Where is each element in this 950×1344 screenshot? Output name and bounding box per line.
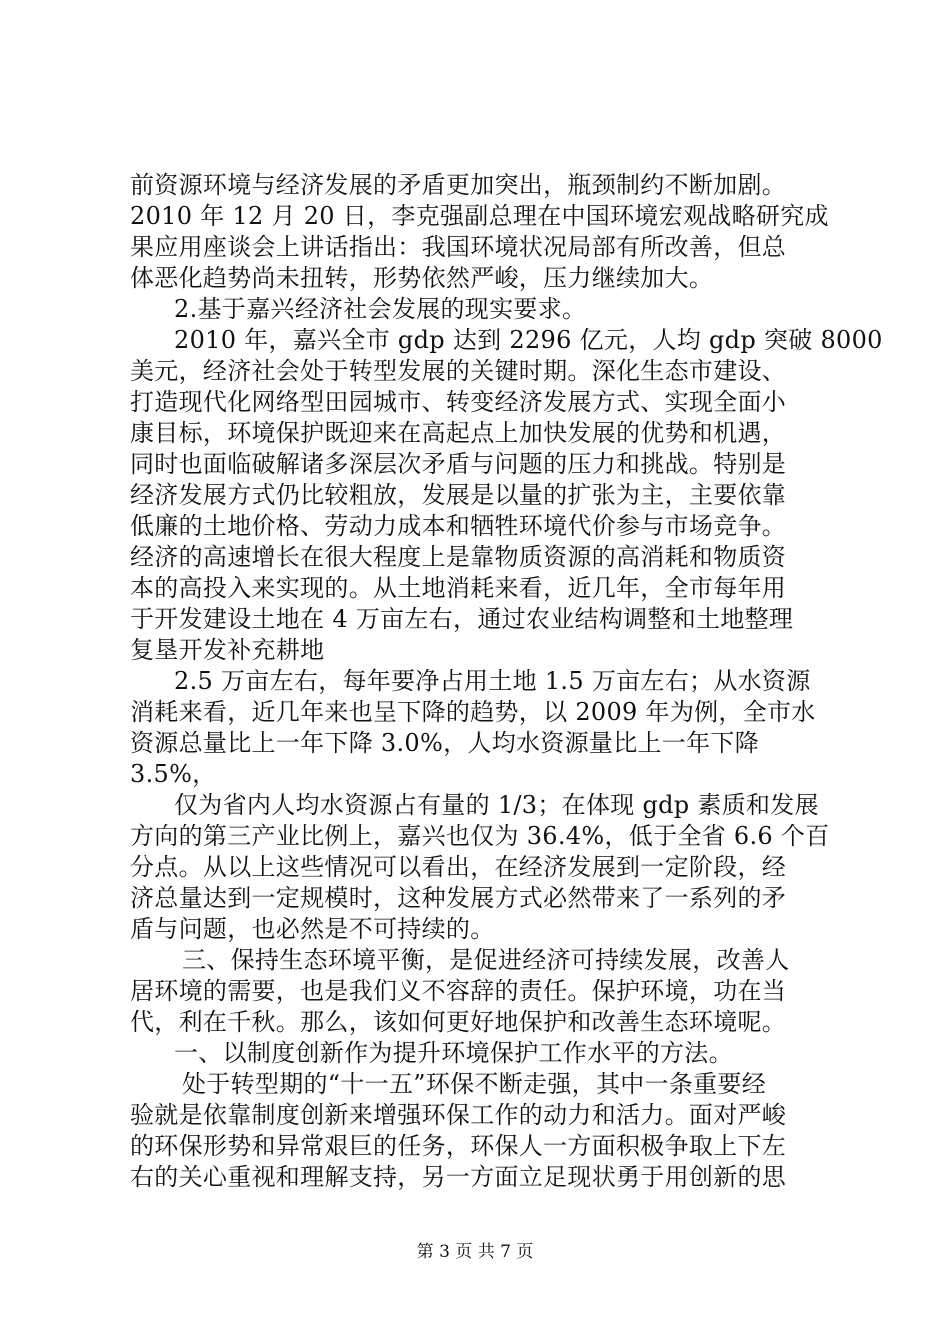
text-line: 前资源环境与经济发展的矛盾更加突出，瓶颈制约不断加剧。 xyxy=(130,171,787,199)
text-line: 果应用座谈会上讲话指出：我国环境状况局部有所改善，但总 xyxy=(130,233,787,261)
text-line: 的环保形势和异常艰巨的任务，环保人一方面积极争取上下左 xyxy=(130,1132,787,1160)
text-line: 三、保持生态环境平衡，是促进经济可持续发展，改善人 xyxy=(182,946,790,974)
text-line: 2010 年 12 月 20 日，李克强副总理在中国环境宏观战略研究成 xyxy=(130,202,829,230)
text-line: 分点。从以上这些情况可以看出，在经济发展到一定阶段，经 xyxy=(130,853,787,881)
text-line: 体恶化趋势尚未扭转，形势依然严峻，压力继续加大。 xyxy=(130,264,714,292)
text-line: 验就是依靠制度创新来增强环保工作的动力和活力。面对严峻 xyxy=(130,1101,787,1129)
text-line: 方向的第三产业比例上，嘉兴也仅为 36.4%，低于全省 6.6 个百 xyxy=(130,822,830,850)
text-line: 居环境的需要，也是我们义不容辞的责任。保护环境，功在当 xyxy=(130,977,787,1005)
text-line: 于开发建设土地在 4 万亩左右，通过农业结构调整和土地整理 xyxy=(130,605,794,633)
text-line: 经济发展方式仍比较粗放，发展是以量的扩张为主，主要依靠 xyxy=(130,481,787,509)
text-line: 处于转型期的“十一五”环保不断走强，其中一条重要经 xyxy=(182,1070,767,1098)
text-line: 一、以制度创新作为提升环境保护工作水平的方法。 xyxy=(174,1039,733,1067)
document-body xyxy=(130,170,883,1193)
text-line: 低廉的土地价格、劳动力成本和牺牲环境代价参与市场竞争。 xyxy=(130,512,787,540)
text-line: 资源总量比上一年下降 3.0%，人均水资源量比上一年下降 xyxy=(130,729,759,757)
text-line: 代，利在千秋。那么，该如何更好地保护和改善生态环境呢。 xyxy=(130,1008,787,1036)
text-line: 经济的高速增长在很大程度上是靠物质资源的高消耗和物质资 xyxy=(130,543,787,571)
text-line: 3.5%， xyxy=(130,760,217,788)
text-line: 康目标，环境保护既迎来在高起点上加快发展的优势和机遇， xyxy=(130,419,787,447)
text-line: 2.基于嘉兴经济社会发展的现实要求。 xyxy=(174,295,587,323)
text-line: 消耗来看，近几年来也呈下降的趋势，以 2009 年为例，全市水 xyxy=(130,698,816,726)
page-footer: 第 3 页 共 7 页 xyxy=(416,1242,534,1262)
text-line: 2.5 万亩左右，每年要净占用土地 1.5 万亩左右；从水资源 xyxy=(174,667,811,695)
text-line: 本的高投入来实现的。从土地消耗来看，近几年，全市每年用 xyxy=(130,574,787,602)
text-line: 右的关心重视和理解支持，另一方面立足现状勇于用创新的思 xyxy=(130,1163,787,1191)
text-line: 打造现代化网络型田园城市、转变经济发展方式、实现全面小 xyxy=(130,388,787,416)
text-line: 美元，经济社会处于转型发展的关键时期。深化生态市建设、 xyxy=(130,357,787,385)
text-line: 复垦开发补充耕地 xyxy=(130,636,325,664)
text-line: 济总量达到一定规模时，这种发展方式必然带来了一系列的矛 xyxy=(130,884,787,912)
text-line: 盾与问题，也必然是不可持续的。 xyxy=(130,915,495,943)
text-line: 同时也面临破解诸多深层次矛盾与问题的压力和挑战。特别是 xyxy=(130,450,787,478)
text-line: 2010 年，嘉兴全市 gdp 达到 2296 亿元，人均 gdp 突破 8000 xyxy=(174,326,883,354)
text-line: 仅为省内人均水资源占有量的 1/3；在体现 gdp 素质和发展 xyxy=(174,791,819,819)
